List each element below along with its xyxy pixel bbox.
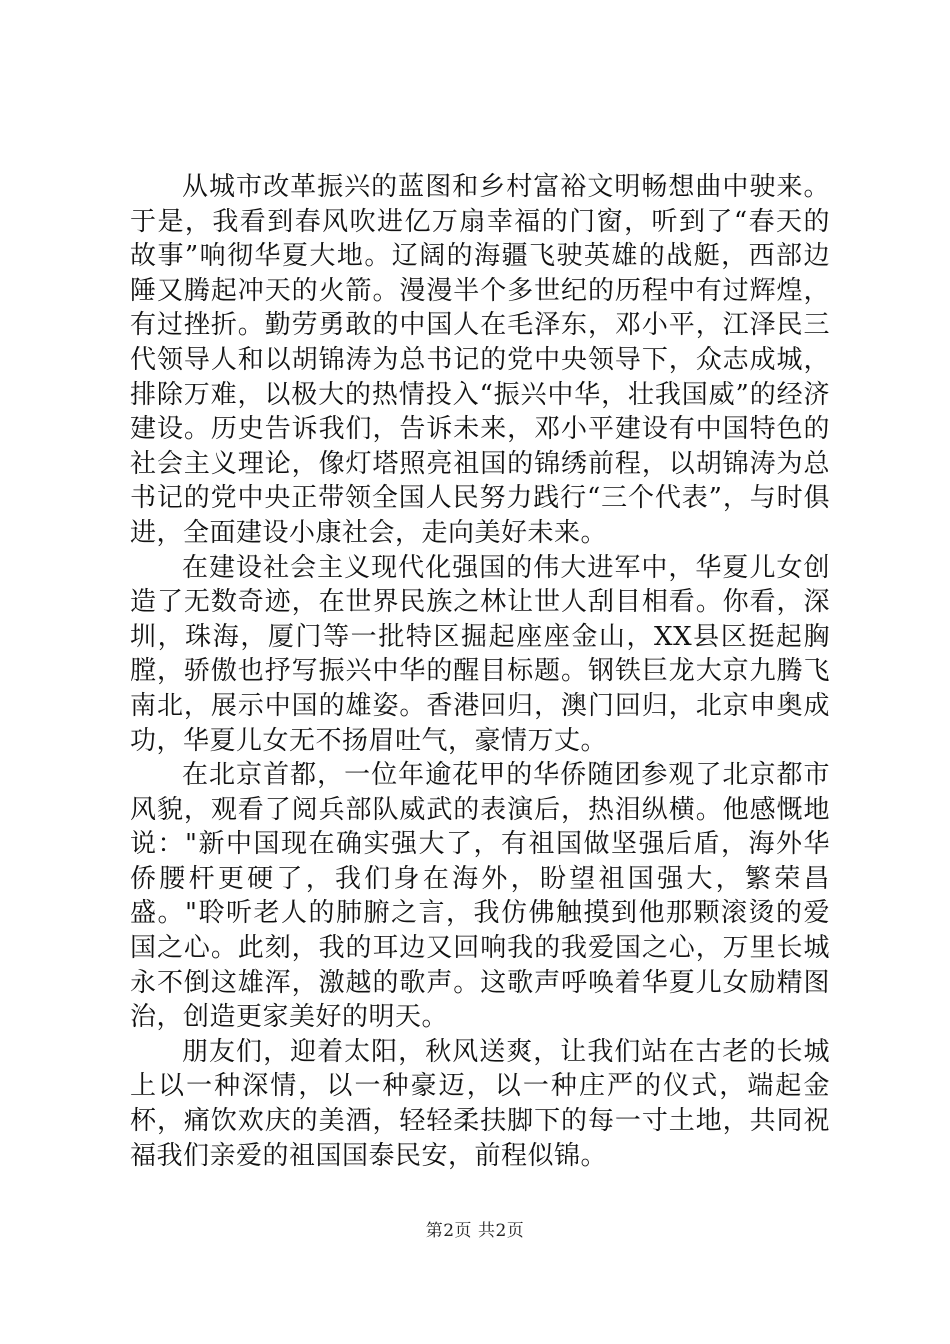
paragraph-1: 从城市改革振兴的蓝图和乡村富裕文明畅想曲中驶来。于是，我看到春风吹进亿万扇幸福的门窗，听到了“春天的故事”响彻华夏大地。辽阔的海疆飞驶英雄的战艇，西部边陲又腾起冲天的火箭。漫漫半个多世纪的历程中有过辉煌，有过挫折。勤劳勇敢的中国人在毛泽东，邓小平，江泽民三代领导人和以胡锦涛为总书记的党中央领导下，众志成城，排除万难，以极大的热情投入“振兴中华，壮我国威”的经济建设。历史告诉我们，告诉未来，邓小平建设有中国特色的社会主义理论，像灯塔照亮祖国的锦绣前程，以胡锦涛为总书记的党中央正带领全国人民努力践行“三个代表”，与时俱进，全面建设小康社会，走向美好未来。 bbox=[130, 172, 830, 548]
body-text bbox=[130, 170, 830, 1173]
paragraph-2: 在建设社会主义现代化强国的伟大进军中，华夏儿女创造了无数奇迹，在世界民族之林让世人刮目相看。你看，深圳，珠海，厦门等一批特区掘起座座金山，XX县区挺起胸膛，骄傲也抒写振兴中华的醒目标题。钢铁巨龙大京九腾飞南北，展示中国的雄姿。香港回归，澳门回归，北京申奥成功，华夏儿女无不扬眉吐气，豪情万丈。 bbox=[130, 552, 830, 756]
paragraph-3: 在北京首都，一位年逾花甲的华侨随团参观了北京都市风貌，观看了阅兵部队威武的表演后，热泪纵横。他感慨地说："新中国现在确实强大了，有祖国做坚强后盾，海外华侨腰杆更硬了，我们身在海外，盼望祖国强大，繁荣昌盛。"聆听老人的肺腑之言，我仿佛触摸到他那颗滚烫的爱国之心。此刻，我的耳边又回响我的我爱国之心，万里长城永不倒这雄浑，激越的歌声。这歌声呼唤着华夏儿女励精图治，创造更家美好的明天。 bbox=[130, 760, 830, 1033]
paragraph-4: 朋友们，迎着太阳，秋风送爽，让我们站在古老的长城上以一种深情，以一种豪迈，以一种庄严的仪式，端起金杯，痛饮欢庆的美酒，轻轻柔扶脚下的每一寸土地，共同祝福我们亲爱的祖国国泰民安，前程似锦。 bbox=[130, 1036, 830, 1171]
page-number-footer: 第2页 共2页 bbox=[425, 1221, 525, 1241]
